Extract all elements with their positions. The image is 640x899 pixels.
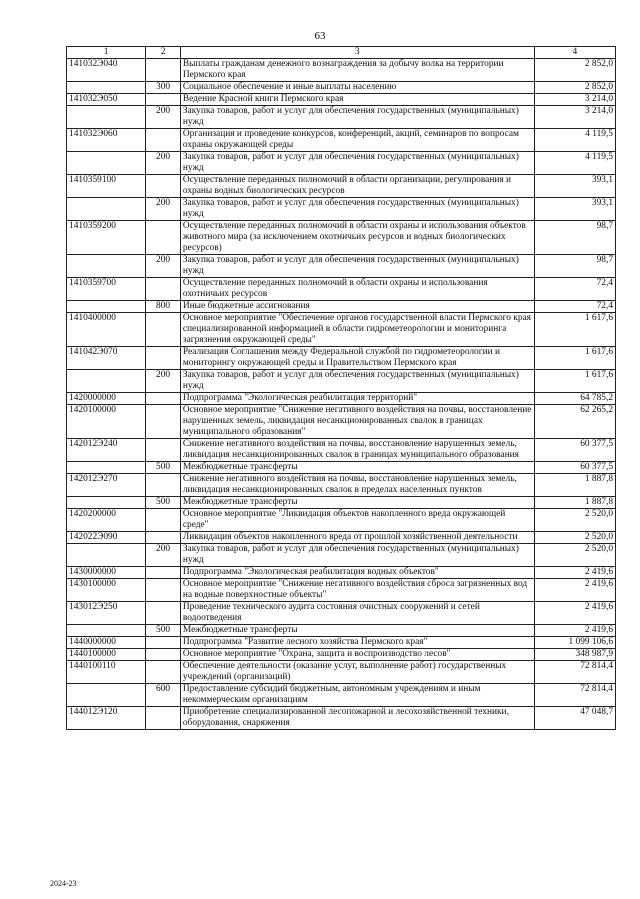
table-row — [67, 255, 616, 278]
expense-type-cell — [146, 602, 181, 625]
expense-type-cell — [146, 278, 181, 301]
column-header-name: 3 — [180, 47, 534, 59]
amount-cell: 1 887,8 — [534, 497, 615, 509]
name-cell: Осуществление переданных полномочий в области охраны и использования объектов животного мира (за исключением охотничьих ресурсов и водных биологических ресурсов) — [180, 221, 534, 255]
expense-type-cell — [146, 405, 181, 439]
table-row — [67, 94, 616, 106]
table-row — [67, 497, 616, 509]
expense-type-cell — [146, 94, 181, 106]
page-number: 63 — [314, 30, 326, 42]
name-cell: Закупка товаров, работ и услуг для обеспечения государственных (муниципальных) нужд — [180, 152, 534, 175]
code-cell: 1420100000 — [67, 405, 146, 439]
amount-cell: 72 814,4 — [534, 661, 615, 684]
table-row — [67, 544, 616, 567]
expense-type-cell — [146, 474, 181, 497]
budget-table — [66, 46, 616, 730]
expense-type-cell — [146, 509, 181, 532]
name-cell: Снижение негативного воздействия на почвы, восстановление нарушенных земель, ликвидация несанкционированных свалок в пределах населенных пунктов — [180, 474, 534, 497]
table-row — [67, 707, 616, 730]
expense-type-cell: 500 — [146, 625, 181, 637]
amount-cell: 72,4 — [534, 278, 615, 301]
expense-type-cell — [146, 649, 181, 661]
name-cell: Иные бюджетные ассигнования — [180, 301, 534, 313]
expense-type-cell — [146, 637, 181, 649]
name-cell: Проведение технического аудита состояния очистных сооружений и сетей водоотведения — [180, 602, 534, 625]
code-cell: 141032Э050 — [67, 94, 146, 106]
name-cell: Осуществление переданных полномочий в области охраны и использования охотничьих ресурсов — [180, 278, 534, 301]
table-row — [67, 684, 616, 707]
expense-type-cell — [146, 661, 181, 684]
expense-type-cell — [146, 393, 181, 405]
amount-cell: 2 419,6 — [534, 579, 615, 602]
amount-cell: 64 785,2 — [534, 393, 615, 405]
name-cell: Межбюджетные трансферты — [180, 497, 534, 509]
name-cell: Закупка товаров, работ и услуг для обеспечения государственных (муниципальных) нужд — [180, 106, 534, 129]
table-row — [67, 152, 616, 175]
name-cell: Организация и проведение конкурсов, конференций, акций, семинаров по вопросам охраны окружающей среды — [180, 129, 534, 152]
expense-type-cell: 200 — [146, 255, 181, 278]
table-row — [67, 82, 616, 94]
name-cell: Закупка товаров, работ и услуг для обеспечения государственных (муниципальных) нужд — [180, 198, 534, 221]
expense-type-cell: 500 — [146, 462, 181, 474]
amount-cell: 2 419,6 — [534, 602, 615, 625]
footer-code: 2024-23 — [50, 879, 77, 888]
table-row — [67, 175, 616, 198]
amount-cell: 1 617,6 — [534, 370, 615, 393]
table-row — [67, 637, 616, 649]
table-row — [67, 532, 616, 544]
code-cell: 141032Э040 — [67, 59, 146, 82]
table-header-row — [67, 47, 616, 59]
expense-type-cell — [146, 439, 181, 462]
table-row — [67, 567, 616, 579]
amount-cell: 2 852,0 — [534, 82, 615, 94]
code-cell — [67, 106, 146, 129]
name-cell: Предоставление субсидий бюджетным, автономным учреждениям и иным некоммерческим организациям — [180, 684, 534, 707]
name-cell: Осуществление переданных полномочий в области организации, регулирования и охраны водных биологических ресурсов — [180, 175, 534, 198]
table-row — [67, 649, 616, 661]
code-cell: 1430000000 — [67, 567, 146, 579]
column-header-amount: 4 — [534, 47, 615, 59]
code-cell: 142012Э270 — [67, 474, 146, 497]
expense-type-cell: 200 — [146, 106, 181, 129]
expense-type-cell — [146, 313, 181, 347]
amount-cell: 72,4 — [534, 301, 615, 313]
expense-type-cell: 200 — [146, 544, 181, 567]
amount-cell: 2 520,0 — [534, 509, 615, 532]
amount-cell: 4 119,5 — [534, 129, 615, 152]
expense-type-cell — [146, 567, 181, 579]
table-row — [67, 301, 616, 313]
name-cell: Снижение негативного воздействия на почвы, восстановление нарушенных земель, ликвидация несанкционированных свалок в границах муниципального образования — [180, 439, 534, 462]
name-cell: Реализация Соглашения между Федеральной службой по гидрометеорологии и мониторингу окружающей среды и Правительством Пермского края — [180, 347, 534, 370]
expense-type-cell: 200 — [146, 198, 181, 221]
table-row — [67, 370, 616, 393]
code-cell — [67, 544, 146, 567]
table-row — [67, 347, 616, 370]
amount-cell: 2 419,6 — [534, 567, 615, 579]
code-cell: 142012Э240 — [67, 439, 146, 462]
name-cell: Обеспечение деятельности (оказание услуг, выполнение работ) государственных учреждений (организаций) — [180, 661, 534, 684]
name-cell: Основное мероприятие "Снижение негативного воздействия на почвы, восстановление нарушенных земель, ликвидация несанкционированных свалок в границах муниципального образования" — [180, 405, 534, 439]
name-cell: Закупка товаров, работ и услуг для обеспечения государственных (муниципальных) нужд — [180, 255, 534, 278]
expense-type-cell — [146, 579, 181, 602]
name-cell: Ликвидация объектов накопленного вреда от прошлой хозяйственной деятельности — [180, 532, 534, 544]
table-row — [67, 474, 616, 497]
column-header-code: 1 — [67, 47, 146, 59]
expense-type-cell — [146, 532, 181, 544]
name-cell: Закупка товаров, работ и услуг для обеспечения государственных (муниципальных) нужд — [180, 544, 534, 567]
amount-cell: 1 617,6 — [534, 347, 615, 370]
table-row — [67, 198, 616, 221]
code-cell: 1410400000 — [67, 313, 146, 347]
table-row — [67, 462, 616, 474]
expense-type-cell — [146, 221, 181, 255]
code-cell: 1410359200 — [67, 221, 146, 255]
amount-cell: 1 099 106,6 — [534, 637, 615, 649]
code-cell: 142022Э090 — [67, 532, 146, 544]
table-row — [67, 579, 616, 602]
amount-cell: 1 887,8 — [534, 474, 615, 497]
table-row — [67, 106, 616, 129]
name-cell: Приобретение специализированной лесопожарной и лесохозяйственной техники, оборудования, снаряжения — [180, 707, 534, 730]
table-row — [67, 661, 616, 684]
amount-cell: 2 520,0 — [534, 532, 615, 544]
code-cell: 1410359700 — [67, 278, 146, 301]
expense-type-cell: 200 — [146, 370, 181, 393]
table-row — [67, 393, 616, 405]
code-cell: 141032Э060 — [67, 129, 146, 152]
code-cell — [67, 625, 146, 637]
amount-cell: 2 520,0 — [534, 544, 615, 567]
table-body — [67, 59, 616, 730]
code-cell: 141042Э070 — [67, 347, 146, 370]
table-row — [67, 509, 616, 532]
table-row — [67, 59, 616, 82]
amount-cell: 98,7 — [534, 255, 615, 278]
code-cell — [67, 301, 146, 313]
amount-cell: 3 214,0 — [534, 94, 615, 106]
table-row — [67, 405, 616, 439]
code-cell — [67, 370, 146, 393]
expense-type-cell — [146, 175, 181, 198]
code-cell: 1420000000 — [67, 393, 146, 405]
expense-type-cell: 200 — [146, 152, 181, 175]
name-cell: Социальное обеспечение и иные выплаты населению — [180, 82, 534, 94]
code-cell: 143012Э250 — [67, 602, 146, 625]
code-cell: 1440100110 — [67, 661, 146, 684]
name-cell: Межбюджетные трансферты — [180, 462, 534, 474]
code-cell: 1440000000 — [67, 637, 146, 649]
name-cell: Подпрограмма "Экологическая реабилитация водных объектов" — [180, 567, 534, 579]
code-cell — [67, 684, 146, 707]
amount-cell: 3 214,0 — [534, 106, 615, 129]
expense-type-cell — [146, 347, 181, 370]
amount-cell: 2 419,6 — [534, 625, 615, 637]
amount-cell: 62 265,2 — [534, 405, 615, 439]
table-row — [67, 278, 616, 301]
table-row — [67, 625, 616, 637]
expense-type-cell — [146, 59, 181, 82]
table-row — [67, 602, 616, 625]
table-row — [67, 221, 616, 255]
name-cell: Закупка товаров, работ и услуг для обеспечения государственных (муниципальных) нужд — [180, 370, 534, 393]
amount-cell: 60 377,5 — [534, 462, 615, 474]
code-cell — [67, 152, 146, 175]
code-cell: 144012Э120 — [67, 707, 146, 730]
code-cell: 1440100000 — [67, 649, 146, 661]
expense-type-cell: 600 — [146, 684, 181, 707]
name-cell: Ведение Красной книги Пермского края — [180, 94, 534, 106]
name-cell: Подпрограмма "Экологическая реабилитация территорий" — [180, 393, 534, 405]
expense-type-cell — [146, 129, 181, 152]
amount-cell: 4 119,5 — [534, 152, 615, 175]
name-cell: Выплаты гражданам денежного вознаграждения за добычу волка на территории Пермского края — [180, 59, 534, 82]
name-cell: Основное мероприятие "Охрана, защита и воспроизводство лесов" — [180, 649, 534, 661]
amount-cell: 393,1 — [534, 175, 615, 198]
amount-cell: 72 814,4 — [534, 684, 615, 707]
name-cell: Подпрограмма "Развитие лесного хозяйства Пермского края" — [180, 637, 534, 649]
code-cell — [67, 462, 146, 474]
expense-type-cell: 500 — [146, 497, 181, 509]
code-cell — [67, 497, 146, 509]
expense-type-cell: 800 — [146, 301, 181, 313]
name-cell: Основное мероприятие "Снижение негативного воздействия сброса загрязненных вод на водные поверхностные объекты" — [180, 579, 534, 602]
code-cell: 1430100000 — [67, 579, 146, 602]
name-cell: Основное мероприятие "Ликвидация объектов накопленного вреда окружающей среде" — [180, 509, 534, 532]
code-cell: 1410359100 — [67, 175, 146, 198]
table-row — [67, 439, 616, 462]
expense-type-cell: 300 — [146, 82, 181, 94]
amount-cell: 2 852,0 — [534, 59, 615, 82]
amount-cell: 348 987,9 — [534, 649, 615, 661]
code-cell — [67, 198, 146, 221]
table-row — [67, 129, 616, 152]
amount-cell: 60 377,5 — [534, 439, 615, 462]
column-header-expense-type: 2 — [146, 47, 181, 59]
code-cell: 1420200000 — [67, 509, 146, 532]
amount-cell: 1 617,6 — [534, 313, 615, 347]
amount-cell: 98,7 — [534, 221, 615, 255]
name-cell: Основное мероприятие "Обеспечение органов государственной власти Пермского края специализированной информацией в области гидрометеорологии и мониторинга загрязнения окружающей среды" — [180, 313, 534, 347]
code-cell — [67, 255, 146, 278]
code-cell — [67, 82, 146, 94]
expense-type-cell — [146, 707, 181, 730]
amount-cell: 47 048,7 — [534, 707, 615, 730]
amount-cell: 393,1 — [534, 198, 615, 221]
name-cell: Межбюджетные трансферты — [180, 625, 534, 637]
table-row — [67, 313, 616, 347]
